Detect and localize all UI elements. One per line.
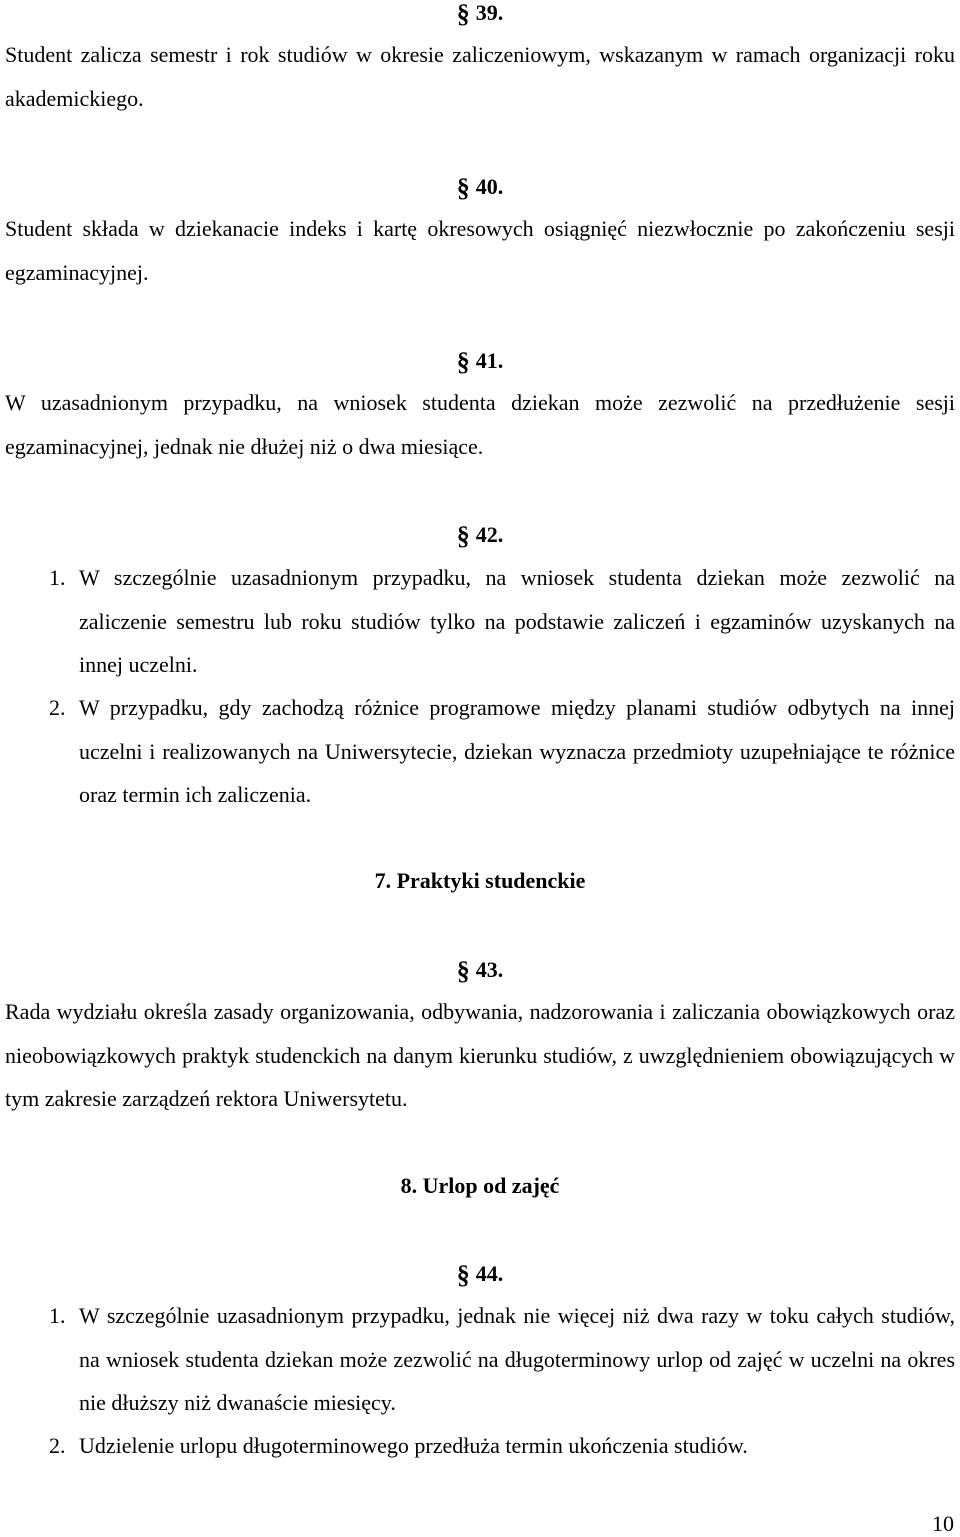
paragraph-text-39: Student zalicza semestr i rok studiów w okresie zaliczeniowym, wskazanym w ramach organizacji roku akademickiego.: [5, 42, 955, 111]
paragraph-text-41: W uzasadnionym przypadku, na wniosek studenta dziekan może zezwolić na przedłużenie sesji egzaminacyjnej, jednak nie dłużej niż o dwa miesiące.: [5, 390, 955, 459]
list-item-text: Udzielenie urlopu długoterminowego przedłuża termin ukończenia studiów.: [79, 1433, 748, 1458]
paragraph-symbol: §: [456, 347, 470, 376]
paragraph-text-40: Student składa w dziekanacie indeks i kartę okresowych osiągnięć niezwłocznie po zakończeniu sesji egzaminacyjnej.: [5, 216, 955, 285]
paragraph-number: 41.: [475, 348, 504, 373]
paragraph-heading-43: [0, 955, 960, 984]
chapter-heading-8: 8. Urlop od zajęć: [400, 1173, 560, 1198]
list-item-number: 1.: [49, 565, 66, 590]
list-item-number: 1.: [49, 1303, 66, 1328]
paragraph-number: 43.: [475, 957, 504, 982]
paragraph-heading-41: [0, 346, 960, 375]
paragraph-text-43: Rada wydziału określa zasady organizowania, odbywania, nadzorowania i zaliczania obowiązkowych oraz nieobowiązkowych praktyk studenckich na danym kierunku studiów, z uwzględnieniem obowiązujących w tym zakresie zarządzeń rektora Uniwersytetu.: [5, 999, 955, 1111]
list-item-number: 2.: [49, 1433, 66, 1458]
paragraph-heading-42: [0, 520, 960, 549]
paragraph-heading-40: [0, 172, 960, 201]
paragraph-number: 42.: [475, 522, 504, 547]
list-item: [49, 1294, 955, 1425]
paragraph-symbol: §: [456, 956, 470, 985]
list-item: [49, 556, 955, 687]
list-item: [49, 1424, 955, 1468]
page-number: 10: [932, 1511, 954, 1536]
list-item-text: W szczególnie uzasadnionym przypadku, na wniosek studenta dziekan może zezwolić na zaliczenie semestru lub roku studiów tylko na podstawie zaliczeń i egzaminów uzyskanych na innej uczelni.: [79, 565, 955, 677]
paragraph-heading-39: [0, 0, 960, 27]
paragraph-symbol: §: [456, 521, 470, 550]
chapter-heading-7: 7. Praktyki studenckie: [374, 868, 586, 893]
paragraph-number: 44.: [475, 1261, 504, 1286]
list-item-text: W szczególnie uzasadnionym przypadku, jednak nie więcej niż dwa razy w toku całych studiów, na wniosek studenta dziekan może zezwolić na długoterminowy urlop od zajęć w uczelni na okres nie dłuższy niż dwanaście miesięcy.: [79, 1303, 955, 1415]
paragraph-symbol: §: [456, 173, 470, 202]
paragraph-symbol: §: [456, 0, 470, 28]
list-item-number: 2.: [49, 695, 66, 720]
list-item-text: W przypadku, gdy zachodzą różnice programowe między planami studiów odbytych na innej uczelni i realizowanych na Uniwersytecie, dziekan wyznacza przedmioty uzupełniające te różnice oraz termin ich zaliczenia.: [79, 695, 955, 807]
paragraph-heading-44: [0, 1259, 960, 1288]
paragraph-number: 39.: [475, 0, 504, 25]
paragraph-number: 40.: [475, 174, 504, 199]
paragraph-symbol: §: [456, 1260, 470, 1289]
list-item: [49, 686, 955, 817]
